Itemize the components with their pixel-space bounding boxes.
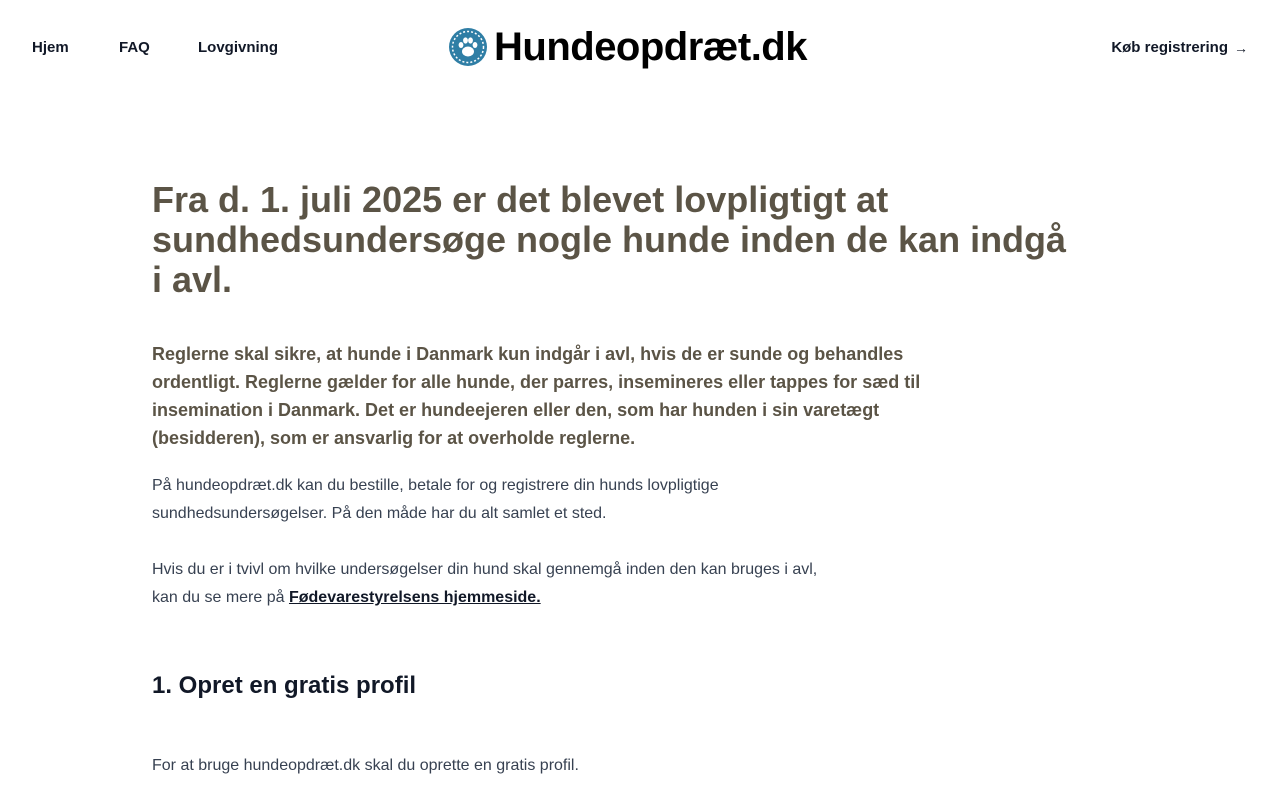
nav-home-link[interactable]: Hjem — [32, 39, 69, 56]
site-header — [0, 0, 1280, 96]
fvst-website-link[interactable]: Fødevarestyrelsens hjemmeside. — [288, 589, 541, 606]
intro-paragraph: På hundeopdræt.dk kan du bestille, betale for og registrere din hunds lovpligtige sundhedsundersøgelser. På den måde har du alt samlet et sted. — [152, 477, 719, 522]
info-paragraph-text: Hvis du er i tvivl om hvilke undersøgelser din hund skal gennemgå inden den kan bruges i avl, kan du se mere på — [152, 561, 818, 606]
paw-print-icon — [448, 27, 488, 67]
step-1-text: For at bruge hundeopdræt.dk skal du oprette en gratis profil. — [152, 757, 579, 774]
buy-registration-label: Køb registrering — [1111, 39, 1228, 56]
page-title: Fra d. 1. juli 2025 er det blevet lovpligtigt at sundhedsundersøge nogle hunde inden de kan indgå i avl. — [152, 179, 1067, 300]
buy-registration-link[interactable] — [1111, 38, 1248, 58]
nav-law-link[interactable]: Lovgivning — [198, 39, 278, 56]
logo-text: Hundeopdræt.dk — [494, 25, 807, 69]
step-1-heading: 1. Opret en gratis profil — [152, 672, 417, 699]
site-logo[interactable] — [448, 24, 807, 70]
arrow-right-icon: → — [1234, 40, 1248, 56]
nav-faq-link[interactable]: FAQ — [119, 39, 150, 56]
info-paragraph — [152, 556, 832, 612]
lead-paragraph: Reglerne skal sikre, at hunde i Danmark kun indgår i avl, hvis de er sunde og behandles ordentligt. Reglerne gælder for alle hunde, der parres, insemineres eller tappes for sæd til insemination i Danmark. Det er hundeejeren eller den, som har hunden i sin varetægt (besidderen), som er ansvarlig for at overholde reglerne. — [152, 344, 921, 448]
main-content — [152, 180, 1112, 780]
